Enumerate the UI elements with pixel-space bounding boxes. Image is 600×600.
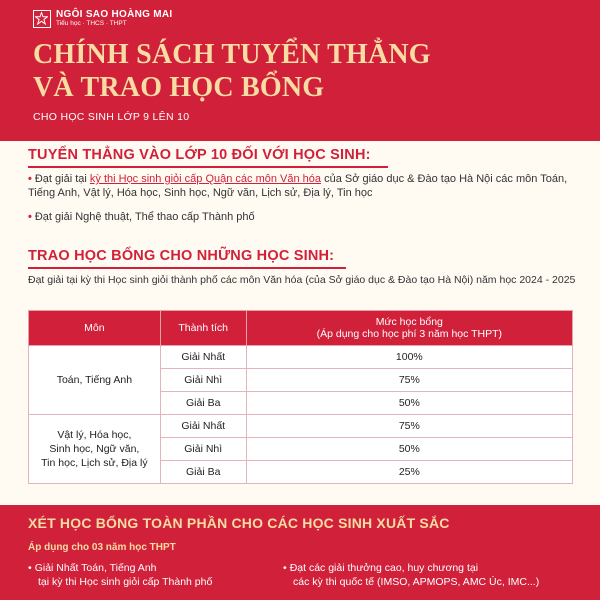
star-logo-icon [33,10,51,28]
full-scholarship-heading: XÉT HỌC BỔNG TOÀN PHẦN CHO CÁC HỌC SINH XUẤT SẮC [28,515,450,531]
subject-group-1: Toán, Tiếng Anh [29,346,161,415]
award-cell: Giải Ba [160,461,246,484]
table-row [29,415,573,438]
direct-admission-item-2: • Đạt giải Nghệ thuật, Thể thao cấp Thành phố [28,211,255,223]
col-achievement-header: Thành tích [160,311,246,346]
bullet-icon: • [283,562,287,574]
level-cell: 75% [246,415,572,438]
highlight-link: kỳ thi Học sinh giỏi cấp Quận các môn Văn hóa [89,173,322,185]
scholarship-table [28,310,573,484]
level-cell: 100% [246,346,572,369]
award-cell: Giải Nhì [160,369,246,392]
school-levels: Tiểu học · THCS · THPT [56,20,127,27]
award-cell: Giải Nhất [160,346,246,369]
col-level-header: Mức học bổng (Áp dụng cho học phí 3 năm học THPT) [246,311,572,346]
level-cell: 75% [246,369,572,392]
title-line-2: VÀ TRAO HỌC BỔNG [33,72,325,103]
heading-underline [28,166,388,168]
full-scholarship-applies: Áp dụng cho 03 năm học THPT [28,542,176,553]
bullet-icon: • [28,173,32,185]
table-row [29,346,573,369]
level-cell: 50% [246,438,572,461]
bullet-icon: • [28,562,32,574]
award-cell: Giải Nhì [160,438,246,461]
level-cell: 25% [246,461,572,484]
level-cell: 50% [246,392,572,415]
heading-underline [28,267,346,269]
school-name: NGÔI SAO HOÀNG MAI [56,9,173,20]
award-cell: Giải Nhất [160,415,246,438]
award-cell: Giải Ba [160,392,246,415]
full-scholarship-item-left: • Giải Nhất Toán, Tiếng Anh tại kỳ thi Học sinh giỏi cấp Thành phố [28,562,213,588]
table-header-row [29,311,573,346]
col-subject-header: Môn [29,311,161,346]
scholarship-heading: TRAO HỌC BỔNG CHO NHỮNG HỌC SINH: [28,248,335,264]
page-subtitle: CHO HỌC SINH LỚP 9 LÊN 10 [33,111,190,123]
direct-admission-item-1: • Đạt giải tại kỳ thi Học sinh giỏi cấp Quận các môn Văn hóa của Sở giáo dục & Đào tạo Hà Nội các môn Toán, Tiếng Anh, Vật lý, Hóa học, Sinh học, Ngữ văn, Lịch sử, Địa lý, Tin học [28,173,568,199]
subject-group-2: Vật lý, Hóa học, Sinh học, Ngữ văn, Tin học, Lịch sử, Địa lý [29,415,161,484]
page-title [33,38,431,104]
full-scholarship-item-right: • Đạt các giải thưởng cao, huy chương tại các kỳ thi quốc tế (IMSO, APMOPS, AMC Úc, IMC...) [283,562,540,588]
scholarship-intro: Đạt giải tại kỳ thi Học sinh giỏi thành phố các môn Văn hóa (của Sở giáo dục & Đào tạo Hà Nội) năm học 2024 - 2025 [28,274,576,286]
school-logo [33,9,173,28]
direct-admission-heading: TUYỂN THẲNG VÀO LỚP 10 ĐỐI VỚI HỌC SINH: [28,147,371,163]
full-scholarship-band [0,505,600,600]
bullet-icon: • [28,211,32,223]
title-line-1: CHÍNH SÁCH TUYỂN THẲNG [33,39,431,70]
header-banner [0,0,600,141]
